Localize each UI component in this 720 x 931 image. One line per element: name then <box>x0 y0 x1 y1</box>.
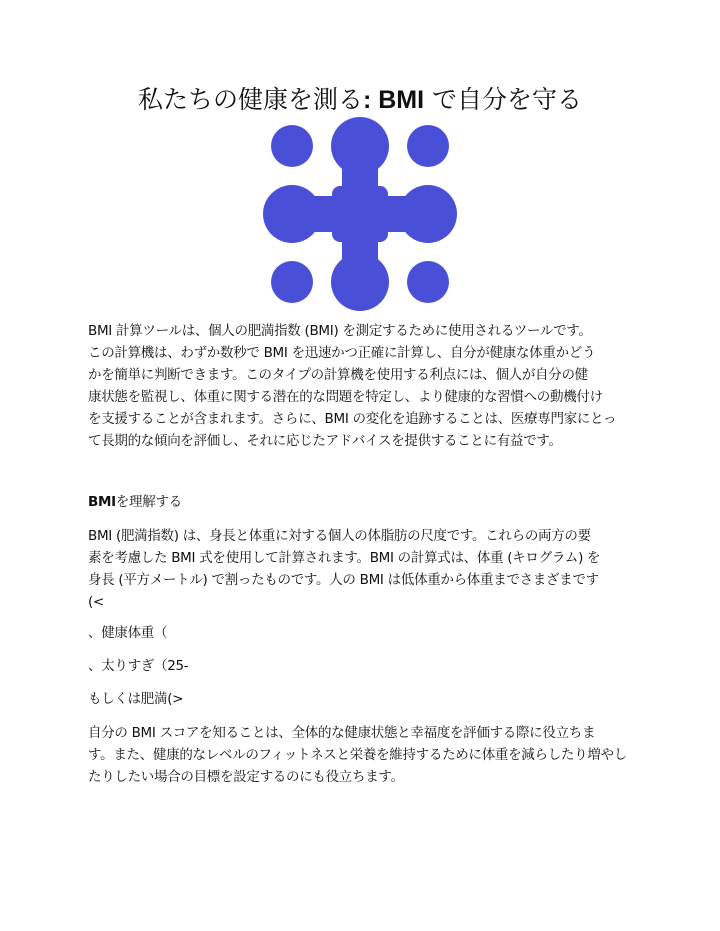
logo-dot-top-left <box>271 125 313 167</box>
plus-dots-logo <box>262 116 458 312</box>
logo-center <box>332 186 388 242</box>
list-item: もしくは肥満(> <box>88 691 184 707</box>
logo-dot-bottom-right <box>407 261 449 303</box>
section-heading-rest: を理解する <box>115 494 182 510</box>
section-heading-bold: BMI <box>88 494 116 510</box>
list-item: 、健康体重（ <box>88 625 168 641</box>
section-heading <box>88 491 640 513</box>
page-title <box>0 82 720 118</box>
closing-paragraph: 自分の BMI スコアを知ることは、全体的な健康状態と幸福度を評価する際に役立ちま す。また、健康的なレベルのフィットネスと栄養を維持するために体重を減らしたり増やし たりしたい場合の目標を設定するのにも役立ちます。 <box>88 725 627 785</box>
logo-dot-top-right <box>407 125 449 167</box>
title-part2: で自分を守る <box>424 85 583 114</box>
intro-paragraph: BMI 計算ツールは、個人の肥満指数 (BMI) を測定するために使用されるツールです。 この計算機は、わずか数秒で BMI を迅速かつ正確に計算し、自分が健康な体重かどう かを簡単に判断できます。このタイプの計算機を使用する利点には、個人が自分の健 康状態を監視し、体重に関する潜在的な問題を特定し、より健康的な習慣への動機付け を支援することが含まれます。さらに、BMI の変化を追跡することは、医療専門家にとっ て長期的な傾向を評価し、それに応じたアドバイスを提供することに有益です。 <box>88 323 617 449</box>
understanding-paragraph: BMI (肥満指数) は、身長と体重に対する個人の体脂肪の尺度です。これらの両方の要 素を考慮した BMI 式を使用して計算されます。BMI の計算式は、体重 (キログラム) を 身長 (平方メートル) で割ったものです。人の BMI は低体重から体重までさまざまです (< <box>88 528 601 610</box>
list-item: 、太りすぎ（25- <box>88 658 189 674</box>
logo-dot-bottom-left <box>271 261 313 303</box>
title-part1: 私たちの健康を測る <box>137 85 363 114</box>
title-bold: : BMI <box>362 86 425 114</box>
